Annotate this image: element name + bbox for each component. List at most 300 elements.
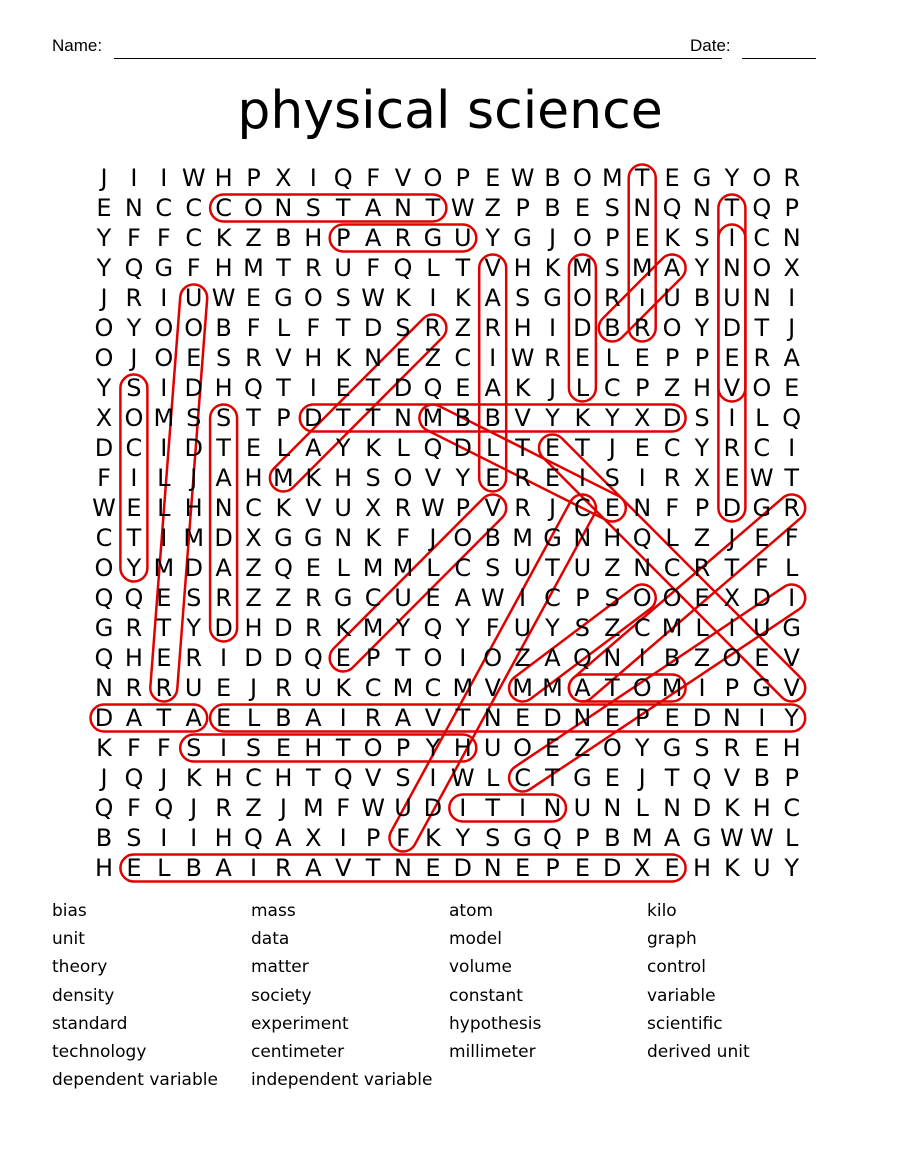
grid-letter[interactable]: C (514, 764, 531, 792)
grid-letter[interactable]: Q (303, 644, 323, 672)
grid-letter[interactable]: Z (484, 194, 501, 222)
grid-letter[interactable]: R (125, 614, 143, 642)
grid-letter[interactable]: O (94, 554, 114, 582)
grid-letter[interactable]: W (510, 164, 535, 192)
grid-letter[interactable]: X (783, 254, 800, 282)
grid-letter[interactable]: M (183, 524, 205, 552)
grid-letter[interactable]: K (395, 284, 411, 312)
grid-letter[interactable]: O (453, 524, 473, 552)
grid-letter[interactable]: G (752, 674, 772, 702)
grid-letter[interactable]: P (664, 344, 680, 372)
grid-letter[interactable]: P (784, 764, 799, 792)
grid-letter[interactable]: G (543, 284, 562, 312)
grid-letter[interactable]: J (548, 224, 557, 252)
grid-letter[interactable]: U (334, 254, 352, 282)
grid-letter[interactable]: E (754, 734, 770, 762)
grid-letter[interactable]: Z (245, 794, 262, 822)
grid-letter[interactable]: R (633, 314, 651, 342)
grid-letter[interactable]: W (361, 794, 385, 822)
grid-letter[interactable]: T (126, 524, 142, 552)
grid-letter[interactable]: V (514, 404, 531, 432)
grid-letter[interactable]: L (486, 434, 500, 462)
grid-letter[interactable]: A (394, 704, 412, 732)
grid-letter[interactable]: H (334, 464, 353, 492)
grid-letter[interactable]: Q (244, 374, 263, 402)
grid-letter[interactable]: E (634, 224, 650, 252)
grid-letter[interactable]: T (604, 674, 620, 702)
grid-letter[interactable]: X (633, 854, 651, 882)
grid-letter[interactable]: S (604, 254, 620, 282)
grid-letter[interactable]: R (484, 314, 502, 342)
grid-letter[interactable]: Y (425, 734, 441, 762)
grid-letter[interactable]: S (305, 194, 321, 222)
grid-letter[interactable]: N (124, 194, 143, 222)
grid-letter[interactable]: F (336, 794, 351, 822)
grid-letter[interactable]: T (724, 554, 740, 582)
grid-letter[interactable]: W (480, 584, 505, 612)
grid-letter[interactable]: S (485, 554, 501, 582)
grid-letter[interactable]: Q (124, 584, 144, 612)
grid-letter[interactable]: N (782, 224, 801, 252)
grid-letter[interactable]: C (574, 494, 591, 522)
grid-letter[interactable]: A (215, 554, 232, 582)
grid-letter[interactable]: O (423, 644, 443, 672)
grid-letter[interactable]: C (783, 794, 801, 822)
grid-letter[interactable]: Q (543, 824, 562, 852)
grid-letter[interactable]: K (544, 254, 561, 282)
grid-letter[interactable]: J (548, 494, 557, 522)
grid-letter[interactable]: E (544, 434, 561, 462)
grid-letter[interactable]: W (450, 764, 475, 792)
grid-letter[interactable]: J (190, 464, 198, 492)
grid-letter[interactable]: C (125, 434, 143, 462)
grid-letter[interactable]: X (95, 404, 113, 432)
grid-letter[interactable]: D (94, 704, 114, 732)
grid-letter[interactable]: D (543, 704, 562, 732)
grid-letter[interactable]: I (728, 614, 736, 642)
grid-letter[interactable]: C (155, 194, 173, 222)
grid-letter[interactable]: P (515, 194, 530, 222)
grid-letter[interactable]: I (758, 704, 766, 732)
grid-letter[interactable]: I (160, 284, 168, 312)
grid-letter[interactable]: C (364, 674, 382, 702)
grid-letter[interactable]: V (484, 674, 501, 702)
grid-letter[interactable]: K (215, 224, 232, 252)
grid-letter[interactable]: H (214, 164, 233, 192)
grid-letter[interactable]: J (279, 794, 287, 822)
grid-letter[interactable]: I (638, 464, 646, 492)
grid-letter[interactable]: I (578, 464, 586, 492)
grid-letter[interactable]: S (215, 404, 232, 432)
grid-letter[interactable]: N (603, 644, 622, 672)
grid-letter[interactable]: X (633, 404, 651, 432)
grid-letter[interactable]: A (275, 824, 292, 852)
grid-letter[interactable]: F (126, 794, 141, 822)
grid-letter[interactable]: V (484, 494, 501, 522)
grid-letter[interactable]: Q (94, 794, 114, 822)
grid-letter[interactable]: O (722, 644, 742, 672)
grid-letter[interactable]: Q (662, 194, 682, 222)
grid-letter[interactable]: J (100, 284, 108, 312)
grid-letter[interactable]: P (724, 674, 740, 702)
grid-letter[interactable]: Y (455, 614, 471, 642)
grid-letter[interactable]: R (394, 494, 412, 522)
grid-letter[interactable]: F (396, 524, 410, 552)
grid-letter[interactable]: W (211, 284, 236, 312)
grid-letter[interactable]: Q (333, 764, 353, 792)
grid-letter[interactable]: Q (124, 764, 144, 792)
grid-letter[interactable]: H (692, 854, 712, 882)
grid-letter[interactable]: A (185, 704, 202, 732)
grid-letter[interactable]: N (573, 524, 592, 552)
grid-letter[interactable]: I (339, 824, 347, 852)
grid-letter[interactable]: H (692, 374, 712, 402)
grid-letter[interactable]: Q (124, 254, 144, 282)
grid-letter[interactable]: D (184, 374, 203, 402)
grid-letter[interactable]: O (662, 584, 682, 612)
grid-letter[interactable]: L (575, 374, 590, 402)
grid-letter[interactable]: D (214, 614, 233, 642)
grid-letter[interactable]: I (788, 434, 796, 462)
grid-letter[interactable]: B (663, 644, 681, 672)
grid-letter[interactable]: E (754, 524, 770, 552)
grid-letter[interactable]: G (573, 764, 592, 792)
grid-letter[interactable]: M (273, 464, 294, 492)
grid-letter[interactable]: R (155, 674, 173, 702)
grid-letter[interactable]: F (156, 734, 171, 762)
grid-letter[interactable]: E (634, 344, 650, 372)
grid-letter[interactable]: I (130, 164, 138, 192)
grid-letter[interactable]: E (634, 434, 650, 462)
grid-letter[interactable]: T (335, 734, 351, 762)
grid-letter[interactable]: U (513, 614, 532, 642)
grid-letter[interactable]: Y (545, 404, 560, 432)
grid-letter[interactable]: C (454, 554, 472, 582)
grid-letter[interactable]: J (249, 674, 258, 702)
grid-letter[interactable]: T (754, 314, 770, 342)
grid-letter[interactable]: E (126, 854, 142, 882)
grid-letter[interactable]: S (514, 284, 531, 312)
grid-letter[interactable]: G (662, 734, 682, 762)
grid-letter[interactable]: K (335, 674, 352, 702)
grid-letter[interactable]: L (276, 314, 291, 342)
grid-letter[interactable]: U (753, 854, 771, 882)
grid-letter[interactable]: H (214, 824, 233, 852)
grid-letter[interactable]: H (214, 764, 233, 792)
grid-letter[interactable]: G (303, 524, 323, 552)
grid-letter[interactable]: A (783, 344, 800, 372)
grid-letter[interactable]: I (220, 734, 228, 762)
grid-letter[interactable]: E (604, 494, 620, 522)
grid-letter[interactable]: U (723, 284, 741, 312)
grid-letter[interactable]: R (185, 644, 203, 672)
grid-letter[interactable]: H (304, 224, 323, 252)
grid-letter[interactable]: R (783, 494, 801, 522)
grid-letter[interactable]: I (728, 404, 736, 432)
grid-letter[interactable]: V (424, 464, 442, 492)
grid-letter[interactable]: D (453, 854, 473, 882)
grid-letter[interactable]: Q (273, 554, 293, 582)
grid-letter[interactable]: V (723, 764, 741, 792)
grid-letter[interactable]: T (335, 194, 351, 222)
grid-letter[interactable]: E (574, 854, 590, 882)
grid-letter[interactable]: F (126, 734, 141, 762)
grid-letter[interactable]: M (661, 614, 683, 642)
grid-letter[interactable]: R (364, 704, 382, 732)
grid-letter[interactable]: G (752, 494, 772, 522)
grid-letter[interactable]: H (513, 254, 532, 282)
grid-letter[interactable]: H (304, 734, 323, 762)
grid-letter[interactable]: N (364, 344, 383, 372)
grid-letter[interactable]: Z (693, 644, 711, 672)
grid-letter[interactable]: D (184, 554, 203, 582)
grid-letter[interactable]: F (126, 224, 141, 252)
grid-letter[interactable]: Y (186, 614, 202, 642)
grid-letter[interactable]: O (393, 464, 413, 492)
grid-letter[interactable]: O (602, 734, 622, 762)
grid-letter[interactable]: R (394, 224, 412, 252)
grid-letter[interactable]: D (244, 644, 263, 672)
grid-letter[interactable]: R (215, 584, 232, 612)
grid-letter[interactable]: T (455, 254, 471, 282)
grid-letter[interactable]: I (459, 794, 467, 822)
grid-letter[interactable]: A (454, 584, 472, 612)
grid-letter[interactable]: U (753, 614, 771, 642)
grid-letter[interactable]: Q (154, 794, 174, 822)
grid-letter[interactable]: C (753, 224, 771, 252)
grid-letter[interactable]: N (573, 704, 592, 732)
grid-letter[interactable]: J (608, 434, 616, 462)
grid-letter[interactable]: O (752, 254, 772, 282)
grid-letter[interactable]: U (304, 674, 323, 702)
grid-letter[interactable]: S (186, 404, 202, 432)
grid-letter[interactable]: G (782, 614, 802, 642)
grid-letter[interactable]: P (545, 854, 560, 882)
grid-letter[interactable]: J (130, 344, 138, 372)
grid-letter[interactable]: D (94, 434, 114, 462)
grid-letter[interactable]: E (485, 464, 501, 492)
grid-letter[interactable]: K (724, 854, 740, 882)
grid-letter[interactable]: G (333, 584, 353, 612)
grid-letter[interactable]: T (365, 374, 381, 402)
grid-letter[interactable]: I (309, 374, 317, 402)
grid-letter[interactable]: F (754, 554, 769, 582)
grid-letter[interactable]: C (544, 584, 561, 612)
grid-letter[interactable]: L (695, 614, 709, 642)
grid-letter[interactable]: I (429, 764, 437, 792)
grid-letter[interactable]: U (184, 284, 203, 312)
grid-letter[interactable]: Z (454, 314, 472, 342)
grid-letter[interactable]: R (125, 674, 143, 702)
grid-letter[interactable]: E (544, 734, 561, 762)
grid-letter[interactable]: V (364, 764, 382, 792)
grid-letter[interactable]: I (160, 824, 168, 852)
grid-letter[interactable]: B (95, 824, 113, 852)
grid-letter[interactable]: P (634, 704, 650, 732)
grid-letter[interactable]: O (154, 314, 174, 342)
grid-letter[interactable]: I (130, 464, 138, 492)
grid-letter[interactable]: Z (574, 734, 591, 762)
grid-letter[interactable]: K (365, 434, 381, 462)
grid-letter[interactable]: O (184, 314, 204, 342)
grid-letter[interactable]: H (214, 254, 233, 282)
grid-letter[interactable]: M (631, 254, 653, 282)
grid-letter[interactable]: M (601, 164, 623, 192)
grid-letter[interactable]: E (335, 644, 351, 672)
grid-letter[interactable]: Y (784, 854, 800, 882)
grid-letter[interactable]: H (782, 734, 801, 762)
grid-letter[interactable]: N (334, 524, 353, 552)
grid-letter[interactable]: I (249, 854, 258, 882)
grid-letter[interactable]: O (124, 404, 144, 432)
grid-letter[interactable]: R (723, 734, 741, 762)
grid-letter[interactable]: I (728, 224, 736, 252)
grid-letter[interactable]: N (722, 704, 741, 732)
grid-letter[interactable]: P (784, 194, 799, 222)
grid-letter[interactable]: D (752, 584, 772, 612)
grid-letter[interactable]: G (94, 614, 114, 642)
grid-letter[interactable]: O (423, 164, 443, 192)
grid-letter[interactable]: T (156, 614, 172, 642)
grid-letter[interactable]: S (694, 224, 710, 252)
grid-letter[interactable]: E (96, 194, 112, 222)
grid-letter[interactable]: W (749, 824, 774, 852)
grid-letter[interactable]: V (484, 254, 501, 282)
grid-letter[interactable]: B (484, 524, 501, 552)
grid-letter[interactable]: Z (604, 614, 621, 642)
grid-letter[interactable]: B (753, 764, 771, 792)
grid-letter[interactable]: L (396, 434, 410, 462)
grid-letter[interactable]: V (394, 164, 412, 192)
grid-letter[interactable]: D (184, 434, 203, 462)
grid-letter[interactable]: R (693, 554, 711, 582)
grid-letter[interactable]: J (100, 764, 108, 792)
grid-letter[interactable]: Z (693, 524, 711, 552)
grid-letter[interactable]: R (304, 614, 322, 642)
grid-letter[interactable]: U (394, 584, 412, 612)
grid-letter[interactable]: K (514, 374, 531, 402)
grid-letter[interactable]: J (190, 794, 198, 822)
grid-letter[interactable]: H (244, 464, 263, 492)
grid-letter[interactable]: F (366, 254, 381, 282)
grid-letter[interactable]: P (246, 164, 261, 192)
grid-letter[interactable]: H (603, 524, 622, 552)
grid-letter[interactable]: Z (424, 344, 442, 372)
grid-letter[interactable]: K (664, 224, 680, 252)
grid-letter[interactable]: D (363, 314, 383, 342)
grid-letter[interactable]: B (693, 284, 711, 312)
grid-letter[interactable]: K (335, 614, 352, 642)
grid-letter[interactable]: B (544, 194, 561, 222)
grid-letter[interactable]: W (361, 284, 385, 312)
grid-letter[interactable]: S (694, 734, 710, 762)
grid-letter[interactable]: H (244, 614, 263, 642)
grid-letter[interactable]: O (154, 344, 174, 372)
grid-letter[interactable]: V (275, 344, 292, 372)
grid-letter[interactable]: H (184, 494, 203, 522)
grid-letter[interactable]: N (274, 194, 293, 222)
grid-letter[interactable]: D (692, 794, 712, 822)
grid-letter[interactable]: Z (245, 224, 262, 252)
grid-letter[interactable]: P (365, 644, 381, 672)
grid-letter[interactable]: G (513, 824, 532, 852)
grid-letter[interactable]: O (752, 374, 772, 402)
grid-letter[interactable]: N (483, 854, 502, 882)
grid-letter[interactable]: F (306, 314, 321, 342)
grid-letter[interactable]: W (749, 464, 774, 492)
grid-letter[interactable]: I (309, 164, 317, 192)
grid-letter[interactable]: L (605, 344, 619, 372)
grid-letter[interactable]: H (124, 644, 143, 672)
grid-letter[interactable]: A (364, 194, 382, 222)
grid-letter[interactable]: K (365, 524, 381, 552)
grid-letter[interactable]: V (334, 854, 352, 882)
grid-letter[interactable]: L (665, 524, 679, 552)
grid-letter[interactable]: T (335, 404, 351, 432)
grid-letter[interactable]: D (662, 404, 682, 432)
grid-letter[interactable]: H (94, 854, 114, 882)
grid-letter[interactable]: I (160, 164, 168, 192)
grid-letter[interactable]: C (663, 554, 681, 582)
grid-letter[interactable]: D (722, 314, 742, 342)
grid-letter[interactable]: F (366, 164, 381, 192)
grid-letter[interactable]: I (548, 314, 557, 342)
grid-letter[interactable]: T (365, 854, 381, 882)
grid-letter[interactable]: M (661, 674, 683, 702)
grid-letter[interactable]: R (275, 674, 292, 702)
grid-letter[interactable]: N (483, 704, 502, 732)
grid-letter[interactable]: C (245, 494, 262, 522)
grid-letter[interactable]: J (788, 314, 796, 342)
grid-letter[interactable]: S (604, 194, 620, 222)
grid-letter[interactable]: Y (634, 734, 650, 762)
grid-letter[interactable]: H (752, 794, 771, 822)
grid-letter[interactable]: M (153, 554, 175, 582)
grid-letter[interactable]: X (693, 464, 711, 492)
grid-letter[interactable]: M (362, 614, 384, 642)
grid-letter[interactable]: A (215, 464, 232, 492)
grid-letter[interactable]: U (573, 794, 592, 822)
grid-letter[interactable]: C (95, 524, 113, 552)
grid-letter[interactable]: I (160, 434, 168, 462)
grid-letter[interactable]: K (96, 734, 112, 762)
grid-letter[interactable]: A (544, 644, 561, 672)
grid-letter[interactable]: T (485, 794, 501, 822)
grid-letter[interactable]: I (220, 644, 228, 672)
grid-letter[interactable]: M (512, 524, 533, 552)
grid-letter[interactable]: E (724, 464, 740, 492)
grid-letter[interactable]: T (515, 434, 530, 462)
grid-letter[interactable]: E (156, 584, 172, 612)
grid-letter[interactable]: S (186, 734, 202, 762)
grid-letter[interactable]: I (519, 584, 527, 612)
grid-letter[interactable]: C (633, 614, 651, 642)
grid-letter[interactable]: D (453, 434, 473, 462)
grid-letter[interactable]: B (275, 224, 292, 252)
grid-letter[interactable]: B (544, 164, 561, 192)
grid-letter[interactable]: R (603, 284, 621, 312)
grid-letter[interactable]: M (512, 674, 533, 702)
grid-letter[interactable]: B (215, 314, 232, 342)
grid-letter[interactable]: Q (94, 584, 114, 612)
grid-letter[interactable]: M (153, 404, 175, 432)
grid-letter[interactable]: A (663, 824, 681, 852)
grid-letter[interactable]: I (339, 704, 347, 732)
grid-letter[interactable]: G (543, 524, 562, 552)
grid-letter[interactable]: G (154, 254, 174, 282)
grid-letter[interactable]: P (455, 164, 471, 192)
grid-letter[interactable]: B (484, 404, 501, 432)
